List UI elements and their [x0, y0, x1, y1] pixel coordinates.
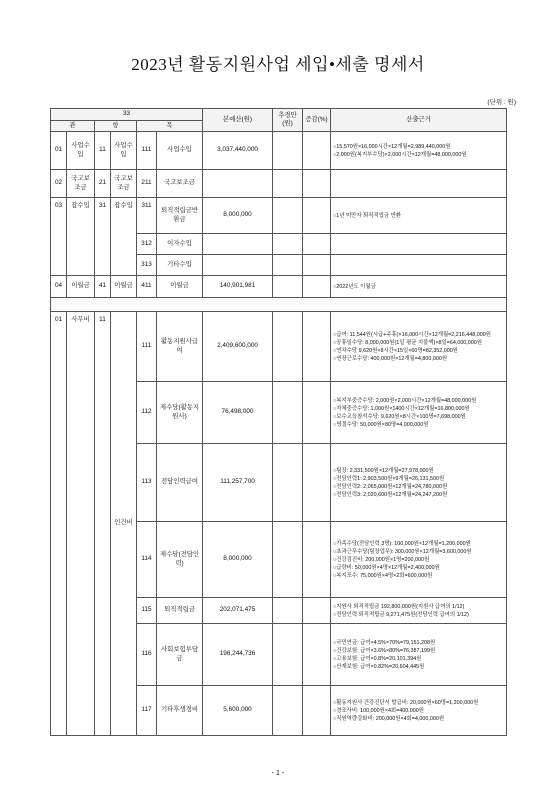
mok-code: 115 [137, 598, 157, 624]
mok-name: 퇴직적립금반환금 [157, 198, 203, 234]
supplement-cell [273, 598, 303, 624]
supplement-cell [273, 444, 303, 522]
supplement-cell [273, 686, 303, 736]
change-cell [303, 276, 331, 298]
basis-line: ○복지포수: 75,000원×4명×2회=600,000원 [333, 572, 433, 579]
mok-code: 311 [137, 198, 157, 234]
basis-cell [331, 312, 507, 382]
header-basis: 산출근거 [331, 109, 507, 132]
basis-cell [331, 132, 507, 170]
basis-line: ○복지부중증수당: 2,000원×2,000시간×12개월=48,000,000원 [333, 397, 477, 404]
header-budget: 본예산(원) [203, 109, 273, 132]
supplement-cell [273, 276, 303, 298]
budget-amount: 5,600,000 [203, 686, 273, 736]
mok-name: 기타수입 [157, 255, 203, 276]
hang-name: 이월금 [111, 276, 137, 298]
supplement-cell [273, 132, 303, 170]
change-cell [303, 686, 331, 736]
gwan-name: 잡수입 [67, 198, 95, 276]
gwan-code: 02 [51, 170, 67, 198]
budget-amount: 196,244,736 [203, 624, 273, 686]
mok-name: 제수당(활동지원사) [157, 382, 203, 444]
budget-amount [203, 255, 273, 276]
header-mok: 목 [137, 120, 203, 132]
basis-line: ○1년 미만자 퇴직적립금 반환 [333, 212, 402, 219]
mok-name: 제수당(전담인력) [157, 522, 203, 598]
mok-name: 사회보험부담금 [157, 624, 203, 686]
header-gwan: 관 [51, 120, 95, 132]
mok-code: 116 [137, 624, 157, 686]
basis-cell [331, 276, 507, 298]
budget-amount [203, 234, 273, 255]
basis-line: ○활동지원사 건강진단서 발급비: 20,000원×60명=1,200,000원 [333, 699, 479, 706]
basis-line: ○지원사 퇴직적립금 192,800,000원(지원사 급여의 1/12) [333, 603, 465, 610]
basis-line: ○연차수당 9,620원×8시간×15일×60명=82,352,000원 [333, 347, 458, 354]
gwan-code: 04 [51, 276, 67, 298]
supplement-cell [273, 234, 303, 255]
basis-line: ○국민연금: 급여×4.5%×70%=79,151,208원 [333, 639, 436, 646]
basis-cell [331, 522, 507, 598]
table-row [51, 198, 507, 234]
table-row [51, 276, 507, 298]
basis-cell [331, 382, 507, 444]
hang-name: 잡수입 [111, 198, 137, 276]
mok-name: 이월금 [157, 276, 203, 298]
change-cell [303, 598, 331, 624]
change-cell [303, 522, 331, 598]
table-row [51, 170, 507, 198]
basis-cell [331, 198, 507, 234]
basis-line: ○공휴일수당: 8,000,000원(1일 평균 지불액)×8일=64,000,000원 [333, 339, 483, 346]
basis-line: ○산재보험: 급여×0.82%=20,604,445원 [333, 663, 425, 670]
mok-code: 113 [137, 444, 157, 522]
change-cell [303, 312, 331, 382]
basis-line: ○15,570원×16,000시간×12개월=2,989,440,000원 [333, 143, 451, 150]
basis-cell [331, 444, 507, 522]
budget-amount: 202,071,475 [203, 598, 273, 624]
change-cell [303, 132, 331, 170]
change-cell [303, 170, 331, 198]
mok-code: 313 [137, 255, 157, 276]
basis-line: ○팀장: 2,331,500원×12개월=27,978,000원 [333, 467, 434, 474]
basis-cell [331, 598, 507, 624]
header-hang: 항 [95, 120, 137, 132]
document-title: 2023년 활동지원사업 세입•세출 명세서 [131, 55, 425, 74]
supplement-cell [273, 170, 303, 198]
basis-cell [331, 234, 507, 255]
gwan-name: 사업수입 [67, 132, 95, 170]
basis-line: ○전담인력2: 2,065,000원×12개월=24,780,000원 [333, 483, 448, 490]
change-cell [303, 382, 331, 444]
budget-amount: 8,000,000 [203, 522, 273, 598]
header-row-top [51, 109, 507, 121]
gwan-name: 국고보조금 [67, 170, 95, 198]
mok-code: 114 [137, 522, 157, 598]
budget-amount: 140,901,981 [203, 276, 273, 298]
hang-code: 11 [95, 312, 111, 736]
change-cell [303, 234, 331, 255]
basis-cell [331, 686, 507, 736]
basis-line: ○2,000원(복지부수당)×2,000시간×12개월=48,000,000원 [333, 151, 467, 158]
hang-name: 국고보조금 [111, 170, 137, 198]
hang-name: 인건비 [111, 312, 137, 736]
budget-amount: 76,498,000 [203, 382, 273, 444]
basis-line: ○초과근무수당(팀장업무): 300,000원×12개월=3,600,000원 [333, 548, 472, 555]
mok-code: 111 [137, 132, 157, 170]
budget-table [50, 108, 507, 736]
change-cell [303, 255, 331, 276]
basis-line: ○전담인력 퇴직적립금 9,271,475원(전담인력 급여의 1/12) [333, 611, 469, 618]
mok-code: 112 [137, 382, 157, 444]
mok-name: 기타후생경비 [157, 686, 203, 736]
page-number: - 1 - [271, 770, 285, 777]
basis-line: ○급량비: 50,000원×4명×12개월=2,400,000원 [333, 564, 440, 571]
supplement-cell [273, 382, 303, 444]
mok-code: 411 [137, 276, 157, 298]
gwan-code: 03 [51, 198, 67, 276]
basis-line: ○가족수당(전담인력 3명): 100,000원×12개월=1,200,000원 [333, 540, 471, 547]
header-top-label: 33 [51, 109, 203, 121]
hang-code: 21 [95, 170, 111, 198]
basis-line: ○경조사비: 100,000원×4회=400,000원 [333, 707, 424, 714]
hang-code: 11 [95, 132, 111, 170]
header-supplement: 추경안(원) [273, 109, 303, 132]
change-cell [303, 624, 331, 686]
basis-line: ○고용보험: 급여×0.8%=20,101,394원 [333, 655, 422, 662]
mok-name: 활동지원사급여 [157, 312, 203, 382]
supplement-cell [273, 255, 303, 276]
basis-cell [331, 624, 507, 686]
mok-name: 이자수입 [157, 234, 203, 255]
gwan-code: 01 [51, 312, 67, 736]
basis-line: ○직원역량강화비: 200,000원×4회=4,000,000원 [333, 715, 445, 722]
hang-code: 31 [95, 198, 111, 276]
mok-code: 211 [137, 170, 157, 198]
basis-line: ○건강검진비: 200,000원×1명=200,000원 [333, 556, 430, 563]
basis-line: ○2022년도 이월금 [333, 283, 376, 290]
budget-amount: 111,257,700 [203, 444, 273, 522]
basis-line: ○건강보험: 급여×3.6%×80%=76,387,199원 [333, 647, 436, 654]
mok-code: 111 [137, 312, 157, 382]
mok-code: 312 [137, 234, 157, 255]
supplement-cell [273, 624, 303, 686]
basis-line: ○명절수당: 50,000원×80명=4,000,000원 [333, 421, 429, 428]
table-row [51, 312, 507, 382]
change-cell [303, 444, 331, 522]
unit-label: (단위 : 원) [487, 99, 516, 106]
mok-name: 국고보조금 [157, 170, 203, 198]
section-separator [51, 298, 507, 312]
mok-name: 사업수입 [157, 132, 203, 170]
budget-amount: 3,037,440,000 [203, 132, 273, 170]
basis-line: ○보수교육참석수당: 9,620원×8시간×100명=7,698,000원 [333, 413, 466, 420]
header-change: 증감(%) [303, 109, 331, 132]
basis-line: ○전담인력1: 2,903,500원×9개월=26,131,500원 [333, 475, 445, 482]
basis-line: ○급여: 11,544원(시급+주휴)×16,000시간×12개월=2,216,448,000원 [333, 331, 491, 338]
hang-name: 사업수입 [111, 132, 137, 170]
gwan-name: 사무비 [67, 312, 95, 736]
change-cell [303, 198, 331, 234]
gwan-name: 이월금 [67, 276, 95, 298]
budget-amount: 8,000,000 [203, 198, 273, 234]
supplement-cell [273, 198, 303, 234]
basis-line: ○자체중증수당: 1,000원×1400시간×12개월=16,800,000원 [333, 405, 470, 412]
budget-amount [203, 170, 273, 198]
basis-line: ○연장근로수당: 400,000원×12개월=4,800,000원 [333, 355, 448, 362]
separator-cell [51, 298, 507, 312]
table-row [51, 132, 507, 170]
mok-name: 퇴직적립금 [157, 598, 203, 624]
gwan-code: 01 [51, 132, 67, 170]
mok-code: 117 [137, 686, 157, 736]
basis-line: ○전담인력3: 2,020,600원×12개월=24,247,200원 [333, 491, 448, 498]
supplement-cell [273, 312, 303, 382]
hang-code: 41 [95, 276, 111, 298]
supplement-cell [273, 522, 303, 598]
basis-cell [331, 255, 507, 276]
mok-name: 전담인력급여 [157, 444, 203, 522]
basis-cell [331, 170, 507, 198]
budget-amount: 2,409,600,000 [203, 312, 273, 382]
